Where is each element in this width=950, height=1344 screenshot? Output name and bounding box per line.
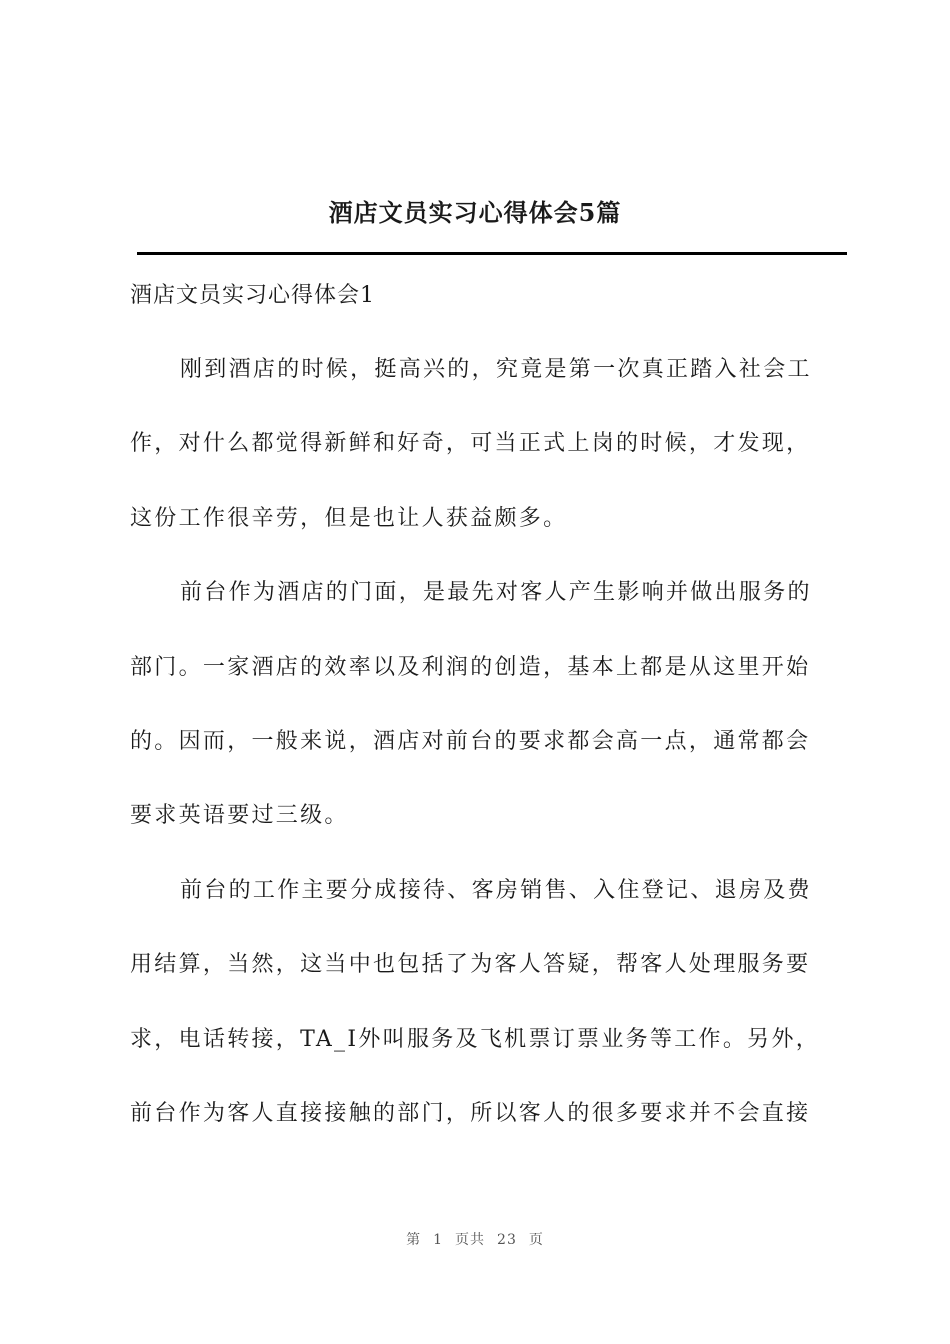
title-divider [137,252,847,255]
paragraph-2-line-1: 前台作为酒店的门面，是最先对客人产生影响并做出服务的 [180,580,812,605]
paragraph-3-line-3: 求，电话转接，TA_I外叫服务及飞机票订票业务等工作。另外， [130,1027,821,1052]
footer-page-number: 1 [433,1232,444,1248]
document-title: 酒店文员实习心得体会5篇 [328,198,622,227]
footer-middle: 页共 [455,1232,486,1248]
paragraph-3-line-2: 用结算，当然，这当中也包括了为客人答疑，帮客人处理服务要 [130,952,811,977]
footer-prefix: 第 [406,1232,422,1248]
section-heading: 酒店文员实习心得体会1 [130,283,375,308]
page-footer [0,1229,950,1249]
paragraph-2-line-4: 要求英语要过三级。 [130,803,349,828]
paragraph-1-line-1: 刚到酒店的时候，挺高兴的，究竟是第一次真正踏入社会工 [180,357,812,382]
footer-suffix: 页 [528,1232,544,1248]
footer-total-pages: 23 [497,1232,517,1248]
paragraph-2-line-2: 部门。一家酒店的效率以及利润的创造，基本上都是从这里开始 [130,655,811,680]
paragraph-2-line-3: 的。因而，一般来说，酒店对前台的要求都会高一点，通常都会 [130,729,811,754]
paragraph-3-line-1: 前台的工作主要分成接待、客房销售、入住登记、退房及费 [180,878,812,903]
paragraph-1-line-2: 作，对什么都觉得新鲜和好奇，可当正式上岗的时候，才发现， [130,431,811,456]
paragraph-3-line-4: 前台作为客人直接接触的部门，所以客人的很多要求并不会直接 [130,1101,811,1126]
paragraph-1-line-3: 这份工作很辛劳，但是也让人获益颇多。 [130,506,568,531]
